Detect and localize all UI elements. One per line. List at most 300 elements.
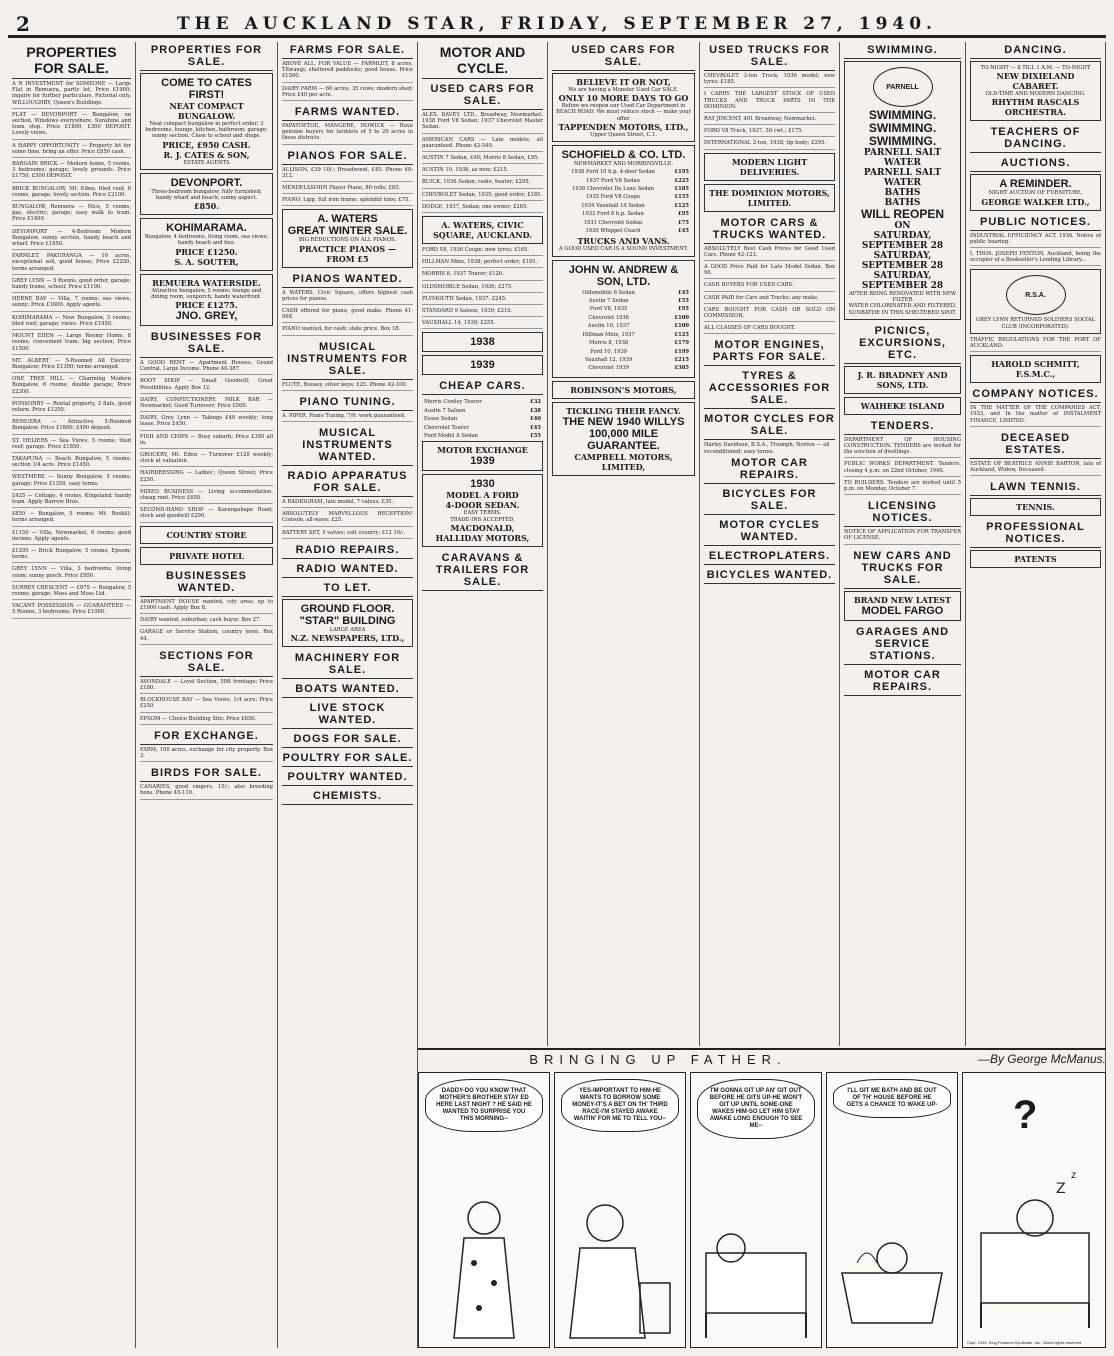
display-body: Attractive bungalow, 5 rooms; lounge and dining room, sunporch; handy waterfront.: [151, 287, 262, 300]
classified-ad: KOHIMARAMA — New Bungalow, 5 rooms; tiled roof; garage; views. Price £1950.: [12, 315, 131, 330]
section-heading: RADIO APPARATUS FOR SALE.: [282, 468, 413, 497]
section-heading: MOTOR ENGINES, PARTS FOR SALE.: [704, 337, 835, 366]
display-line: OLD-TIME AND MODERN DANCING.: [985, 91, 1086, 98]
section-heading: PROPERTIES FOR SALE.: [140, 42, 273, 71]
display-ad-schmitt: [970, 355, 1101, 383]
price-row-car: Ford 10, 1939: [590, 348, 628, 355]
section-heading: PICNICS, EXCURSIONS, ETC.: [844, 323, 961, 364]
section-heading: PROFESSIONAL NOTICES.: [970, 519, 1101, 548]
column-farms-pianos: [278, 42, 418, 1348]
newspaper-title: THE AUCKLAND STAR, FRIDAY, SEPTEMBER 27, 1940.: [177, 14, 937, 34]
column-properties-1: [8, 42, 136, 1348]
price-row: [558, 178, 689, 184]
price-row-car: Chevrolet 1939: [588, 365, 629, 372]
display-ad-kohimarama: [140, 218, 273, 270]
section-heading: LICENSING NOTICES.: [844, 498, 961, 527]
ad-list: [422, 247, 543, 329]
display-ad-patents: [970, 550, 1101, 568]
display-ad-rsa: [970, 269, 1101, 333]
baths-line: BATHS: [884, 188, 921, 198]
price-row: [558, 290, 689, 296]
display-body: Three-bedroom bungalow, fully furnished; handy wharf and beach; sunny aspect.: [151, 188, 262, 202]
display-ad-devonport: [140, 173, 273, 215]
column-used-cars: [548, 42, 700, 1046]
classified-ad: ALLISON, £39 10/-; Broadwood, £45. Phone 40-312.: [282, 167, 413, 182]
section-heading: MUSICAL INSTRUMENTS WANTED.: [282, 425, 413, 466]
section-heading: TEACHERS OF DANCING.: [970, 124, 1101, 153]
section-heading: MOTOR AND CYCLE.: [422, 42, 543, 79]
classified-ad: BUNGALOW, Remuera — Nice, 5 rooms, gas, electric; garage; easy walk to tram. Price £1400.: [12, 204, 131, 226]
display-ad-dominion-motors: [704, 184, 835, 212]
price-row-price: £185: [674, 186, 689, 193]
classified-ad: FARM, 100 acres, exchange for city property. Box 3.: [140, 747, 273, 762]
classified-ad: CASH BUYERS FOR USED CARS.: [704, 282, 835, 291]
display-ad-waters: [282, 209, 413, 267]
classified-ad: PUBLIC WORKS DEPARTMENT. Tenders, closing 4 p.m. on 22nd October, 1940.: [844, 461, 961, 476]
ad-list: [140, 360, 273, 523]
speech-bubble: I'LL GIT ME BATH AND BE OUT OF TH' HOUSE BEFORE HE GETS A CHANCE TO WAKE UP-: [833, 1079, 951, 1118]
display-agent: R. J. CATES & SON,: [163, 149, 250, 160]
ad-list: [282, 167, 413, 207]
section-heading: BICYCLES WANTED.: [704, 567, 835, 584]
display-ad-1938: [422, 332, 543, 352]
display-year: 1938: [470, 336, 495, 349]
section-heading: POULTRY WANTED.: [282, 769, 413, 786]
display-body: TRADE-INS ACCEPTED.: [450, 516, 515, 523]
swimming-line: SWIMMING.: [868, 121, 937, 135]
classified-ad: BARGAIN BRICK — Modern home, 5 rooms, 3 bedrooms; garage; lovely grounds. Price £1750, £500 DEPOSIT.: [12, 161, 131, 183]
classified-ad: MENDELSSOHN Player Piano, 80 rolls; £85.: [282, 185, 413, 194]
parnell-line: PARNELL SALT WATER: [863, 148, 942, 168]
display-headline: PATENTS: [1014, 554, 1057, 565]
display-subhead: 4-DOOR SEDAN.: [445, 500, 520, 511]
classified-ad: FLUTE, Boosey, silver keys; £25. Phone 42-100.: [282, 382, 413, 391]
classified-ad: DEPARTMENT OF HOUSING CONSTRUCTION. TENDERS are invited for the erection of dwellings.: [844, 437, 961, 459]
display-body: EASY TERMS.: [463, 510, 502, 517]
figure-sleeper-icon: [971, 1163, 1099, 1333]
price-row-price: £385: [674, 365, 689, 372]
classified-ad: SECOND-HAND SHOP — Karangahape Road; stock and goodwill £200.: [140, 507, 273, 522]
parnell-logo: PARNELL: [873, 67, 933, 107]
price-row: [558, 365, 689, 371]
comic-panel-1: [418, 1072, 550, 1348]
display-year: 1930: [470, 478, 495, 491]
display-headline: ROBINSON'S MOTORS,: [570, 384, 677, 395]
section-heading: CHEMISTS.: [282, 788, 413, 805]
baths-line: BATHS: [884, 198, 921, 208]
display-headline: MODERN LIGHT DELIVERIES.: [731, 156, 808, 177]
section-heading: CHEAP CARS.: [422, 378, 543, 395]
price-table: [556, 288, 691, 374]
display-ad-willys: [552, 402, 695, 476]
section-heading: FOR EXCHANGE.: [140, 728, 273, 745]
display-headline: WAIHEKE ISLAND: [860, 400, 945, 411]
display-body: GREY LYNN RETURNED SOLDIERS SOCIAL CLUB (INCORPORATED).: [975, 317, 1096, 330]
classified-ad: INDUSTRIAL EFFICIENCY ACT, 1936. Notice of public hearing.: [970, 233, 1101, 248]
ad-list: [844, 437, 961, 495]
price-table: [422, 397, 543, 441]
classified-ad: IN THE MATTER OF THE COMPANIES ACT, 1933, and In the matter of INSTALMENT FINANCE, LIMITED.: [970, 405, 1101, 427]
classified-ad: CARS BOUGHT FOR CASH OR SOLD ON COMMISSION.: [704, 307, 835, 322]
price-row-price: £100: [674, 314, 689, 321]
classified-ad: AUSTIN 7 Sedan, £40; Morris 8 Sedan, £95.: [422, 155, 543, 164]
section-heading: SWIMMING.: [844, 42, 961, 59]
price-row: [558, 332, 689, 338]
section-heading: MOTOR CAR REPAIRS.: [704, 455, 835, 484]
classified-ad: DAIRY, Grey Lynn — Takings £40 weekly; long lease. Price £450.: [140, 415, 273, 430]
classified-ad: FISH AND CHIPS — Busy suburb; Price £350 all in.: [140, 434, 273, 449]
price-row-car: 1936 Chevrolet De Luxe Sedan: [572, 186, 654, 193]
price-row: [558, 298, 689, 304]
comic-credit: —By George McManus.: [977, 1052, 1106, 1066]
classified-ad: A HAPPY OPPORTUNITY — Property let for some time; bring an offer. Price £850 cash.: [12, 143, 131, 158]
price-row: [558, 315, 689, 321]
section-heading: TYRES & ACCESSORIES FOR SALE.: [704, 368, 835, 409]
price-row: [558, 211, 689, 217]
display-price: PRICE £1250.: [175, 246, 238, 257]
classified-ad: WESTMERE — Sunny Bungalow, 5 rooms; garage; Price £1350, easy terms.: [12, 474, 131, 489]
display-agent: N.Z. NEWSPAPERS, LTD.,: [290, 633, 405, 644]
sunbathe-line: SUNBATHE IN THIS SHELTERED SPOT.: [848, 309, 957, 316]
section-heading: MACHINERY FOR SALE.: [282, 650, 413, 679]
display-headline: BRAND NEW LATEST: [853, 594, 951, 605]
section-heading: MOTOR CARS & TRUCKS WANTED.: [704, 215, 835, 244]
price-row-price: £225: [674, 177, 689, 184]
section-heading: BICYCLES FOR SALE.: [704, 486, 835, 515]
display-headline: KOHIMARAMA.: [166, 222, 247, 235]
price-row-car: 1933 Ford 8 h.p. Sedan: [582, 211, 644, 218]
price-row-price: £125: [674, 331, 689, 338]
classified-ad: ALEX. DAVEY, LTD., Broadway, Newmarket. 1938 Ford V8 Sedan; 1937 Chevrolet Master Sedan.: [422, 112, 543, 134]
price-row-car: Morris Cowley Tourer: [424, 399, 482, 406]
price-row-car: Chevrolet 1936: [588, 314, 629, 321]
price-row-price: £38: [530, 407, 541, 414]
display-ad-waiheke: [844, 397, 961, 415]
display-ad-tappenden: [552, 73, 695, 142]
comic-title: BRINGING UP FATHER.: [529, 1052, 787, 1067]
price-row-car: Vauxhall 12, 1939: [585, 356, 633, 363]
classified-ad: FARMLET, PAKURANGA — 10 acres, exceptional soil, good house; Price £2250, terms arranged.: [12, 253, 131, 275]
price-row: [558, 203, 689, 209]
section-heading: TENDERS.: [844, 418, 961, 435]
display-headline: BELIEVE IT OR NOT,: [576, 77, 671, 87]
display-price: £850.: [193, 201, 220, 212]
display-ad-country-store: [140, 526, 273, 544]
price-row: [558, 194, 689, 200]
ad-list: [140, 784, 273, 799]
display-ad-modern-light: [704, 153, 835, 181]
ad-filler: Harley Davidson, B.S.A., Triumph, Norton — all reconditioned; easy terms.: [704, 442, 830, 455]
display-headline: NEW DIXIELAND CABARET.: [996, 71, 1075, 92]
ad-list: [282, 290, 413, 336]
price-row-price: £155: [674, 194, 689, 201]
display-ad-robinsons: [552, 381, 695, 399]
classified-ad: MT. ALBERT — 5-Roomed All Electric Bungalow; Price £1300; terms arranged.: [12, 358, 131, 373]
classified-ad: DAIRY FARM — 60 acres; 35 cows; modern shed; Price £40 per acre.: [282, 86, 413, 101]
classified-ad: A GOOD Price Paid for Late Model Sedan. Box 90.: [704, 264, 835, 279]
comic-panel-2: [554, 1072, 686, 1348]
display-body: A GOOD USED CAR IS A SOUND INVESTMENT.: [559, 246, 688, 253]
section-heading: FARMS FOR SALE.: [282, 42, 413, 59]
chlorinated-line: WATER CHLORINATED AND FILTERED.: [848, 303, 957, 310]
classified-ad: A RADIOGRAM, late model, 7 valves; £35.: [282, 499, 413, 508]
display-headline: DEVONPORT.: [170, 176, 243, 189]
display-agent: JNO. GREY,: [175, 310, 238, 323]
section-heading: LIVE STOCK WANTED.: [282, 700, 413, 729]
price-row-price: £40: [530, 416, 541, 423]
classified-ad: CASH offered for piano, good make. Phone 41-998.: [282, 308, 413, 323]
classified-ad: MORRIS 8, 1937 Tourer; £120.: [422, 271, 543, 280]
display-subhead: ONLY 10 MORE DAYS TO GO: [558, 93, 689, 104]
price-row-car: Chevrolet Tourer: [424, 424, 469, 431]
display-body: Neat compact bungalow in perfect order; 3 bedrooms, lounge, kitchen, bathroom; garage; sunny section. Close to school and shops.: [145, 121, 268, 140]
ad-list: [282, 123, 413, 145]
display-subhead: RHYTHM RASCALS ORCHESTRA.: [991, 97, 1080, 118]
classified-ad: REMUERA — Attractive 5-Roomed Bungalow. Price £1800; £400 deposit.: [12, 419, 131, 434]
classified-ad: PLYMOUTH Sedan, 1937; £245.: [422, 296, 543, 305]
price-row-price: £100: [674, 323, 689, 330]
classified-ad: GREY LYNN — 5 Rooms, good order, garage; handy trams, school; Price £1100.: [12, 278, 131, 293]
display-price: PRICE £1275.: [175, 300, 238, 311]
display-subhead: TRUCKS AND VANS.: [577, 236, 670, 247]
classified-ad: PIANO, Lipp, full iron frame; splendid tone; £75.: [282, 197, 413, 206]
display-ad-walker: [970, 174, 1101, 210]
ad-list: [282, 382, 413, 391]
section-heading: SECTIONS FOR SALE.: [140, 648, 273, 677]
classified-ad: A. PIPER, Piano Tuning, 7/6; work guaranteed.: [282, 413, 413, 422]
classified-ad: DEVONPORT — 4-Bedroom Modern Bungalow, sunny section, handy beach and wharf. Price £1650.: [12, 229, 131, 251]
display-agent-sub: ESTATE AGENTS: [183, 159, 230, 166]
display-headline: MODEL A FORD: [446, 490, 519, 501]
classified-ad: ESTATE OF BEATRICE ANNIE BARTON, late of Auckland, Widow, Deceased.: [970, 461, 1101, 476]
classified-ad: EPSOM — Choice Building Site; Price £650.: [140, 716, 273, 725]
classified-ad: AUSTIN 10, 1938, as new; £215.: [422, 167, 543, 176]
classified-ad: VACANT POSSESSION — GUARANTEED — 5 Rooms, 3 bedrooms; Price £1000.: [12, 603, 131, 618]
classified-ad: I CARRY THE LARGEST STOCK OF USED TRUCKS AND TRUCK PARTS IN THE DOMINION.: [704, 91, 835, 113]
price-row-price: £95: [678, 211, 689, 218]
classified-ad: CHEVROLET 3-ton Truck, 1936 model; new tyres; £185.: [704, 73, 835, 88]
display-headline: GROUND FLOOR.: [300, 602, 395, 615]
display-headline: REMUERA WATERSIDE.: [152, 277, 261, 288]
display-subhead: "STAR" BUILDING: [299, 614, 396, 627]
display-price: PRICE, £950 CASH.: [162, 139, 251, 150]
display-ad-model-a: [422, 474, 543, 546]
page-number: 2: [16, 12, 30, 36]
figure-bed-icon: [701, 1213, 811, 1343]
section-heading: GARAGES AND SERVICE STATIONS.: [844, 624, 961, 665]
comic-panel-4: [826, 1072, 958, 1348]
price-row-car: Ford Model A Sedan: [424, 433, 478, 440]
price-row-car: Oldsmobile 6 Sedan: [582, 289, 635, 296]
traffic-notice: TRAFFIC REGULATIONS FOR THE PORT OF AUCKLAND.: [970, 337, 1101, 352]
classified-ad: CANARIES, good singers, 15/-; also breeding hens. Phone 45-110.: [140, 784, 273, 799]
classified-ad: GROCERY, Mt. Eden — Turnover £120 weekly; stock at valuation.: [140, 452, 273, 467]
price-row-price: £45: [678, 228, 689, 235]
comic-strip: [418, 1048, 1106, 1348]
speech-bubble: YES-IMPORTANT TO HIM-HE WANTS TO BORROW SOME MONEY-IT'S A BET ON TH' THIRD RACE-I'M STAYED AWAKE WAITIN' FOR ME TO TELL YOU--: [561, 1079, 679, 1132]
display-subhead: NEAT COMPACT BUNGALOW.: [169, 101, 244, 121]
display-agent: TAPPENDEN MOTORS, LTD.,: [558, 121, 689, 132]
display-ad-tennis: [970, 498, 1101, 516]
price-row: [558, 169, 689, 175]
price-row: [558, 323, 689, 329]
section-heading: DECEASED ESTATES.: [970, 430, 1101, 459]
section-heading: BUSINESSES WANTED.: [140, 568, 273, 597]
display-ad-private-hotel: [140, 547, 273, 565]
price-table: [556, 167, 691, 236]
classified-ad: CHEVROLET Sedan, 1935; good order; £185.: [422, 192, 543, 201]
classified-ad: I, THOS. JOSEPH FENTON, Auckland, being the occupier of a Bookseller's Lending Library...: [970, 251, 1101, 266]
display-ad-cates: [140, 73, 273, 170]
section-heading: USED TRUCKS FOR SALE.: [704, 42, 835, 71]
section-heading: PUBLIC NOTICES.: [970, 214, 1101, 231]
section-heading: DOGS FOR SALE.: [282, 731, 413, 748]
comic-panel-5: [962, 1072, 1106, 1348]
display-headline: A. WATERS, CIVIC SQUARE, AUCKLAND.: [432, 220, 533, 241]
classified-ad: SURREY CRESCENT — £975 — Bungalow, 5 rooms; garage; Moss and Moss Ltd.: [12, 585, 131, 600]
section-subheading: USED CARS FOR SALE.: [422, 81, 543, 110]
parnell-line: PARNELL SALT WATER: [863, 168, 942, 188]
ad-list: [970, 233, 1101, 267]
display-ad-1939: [422, 355, 543, 375]
comic-copyright: Copr. 1940, King Features Syndicate, Inc., World rights reserved.: [967, 1340, 1083, 1345]
section-heading: PROPERTIES FOR SALE.: [12, 42, 131, 79]
section-heading: CARAVANS & TRAILERS FOR SALE.: [422, 550, 543, 591]
classified-ad: APARTMENT HOUSE wanted, city area; up to £1000 cash. Apply Box 8.: [140, 599, 273, 614]
masthead: [8, 8, 1106, 38]
classified-ad: FLAT — DEVONPORT — Bungalow, on section, Windows everywhere. Sunshine and tram stop. Price £1800, £300 DEPOSIT. Lovely views.: [12, 112, 131, 140]
classified-ad: HAIRDRESSING — Ladies'; Queen Street; Price £250.: [140, 470, 273, 485]
price-row: [424, 425, 541, 431]
display-headline: A. WATERS: [317, 213, 378, 226]
display-headline: TENNIS.: [1016, 502, 1055, 513]
classified-ad: BATTERY SET, 5 valves; suit country; £12 10/-.: [282, 530, 413, 539]
display-headline: PRIVATE HOTEL: [169, 550, 244, 561]
section-heading: MOTOR CYCLES FOR SALE.: [704, 411, 835, 440]
price-row-car: Ford V8, 1935: [589, 306, 628, 313]
section-heading: RADIO WANTED.: [282, 561, 413, 578]
date-line: SATURDAY, SEPTEMBER 28: [861, 251, 944, 271]
display-ad-waters-civic: [422, 216, 543, 244]
display-headline: TICKLING THEIR FANCY.: [566, 405, 681, 416]
display-headline: HAROLD SCHMITT, F.S.M.C.,: [991, 359, 1080, 380]
section-heading: POULTRY FOR SALE.: [282, 750, 413, 767]
display-body: LARGE AREA: [329, 626, 366, 633]
display-ad-motor-exchange: [422, 441, 543, 471]
display-subhead: GREAT WINTER SALE.: [287, 225, 408, 238]
price-row: [558, 357, 689, 363]
ad-list: [282, 61, 413, 101]
ad-list: [140, 679, 273, 725]
section-heading: MOTOR CYCLES WANTED.: [704, 517, 835, 546]
comic-panel-3: [690, 1072, 822, 1348]
ad-list: [844, 529, 961, 544]
price-row: [558, 186, 689, 192]
classified-ad: ABOVE ALL, FOR VALUE — FARMLET, 8 acres, Titirangi; sheltered paddocks; good house. Price £1500.: [282, 61, 413, 83]
price-row: [424, 399, 541, 405]
on-line: ON: [894, 221, 911, 231]
display-ad-cabaret: [970, 61, 1101, 121]
display-year: 1939: [470, 455, 495, 468]
classified-ad: GARAGE or Service Station, country town. Box 44.: [140, 629, 273, 644]
ad-list: [970, 461, 1101, 476]
figure-girl-icon: [439, 1193, 529, 1343]
classified-ad: A WATERS, Civic Square, offers highest cash prices for pianos.: [282, 290, 413, 305]
price-row: [424, 416, 541, 422]
swimming-line: SWIMMING.: [868, 108, 937, 122]
ad-list: [140, 599, 273, 645]
section-heading: ELECTROPLATERS.: [704, 548, 835, 565]
price-row-price: £215: [674, 356, 689, 363]
ad-list: [704, 73, 835, 150]
classified-ad: BLOCKHOUSE BAY — Sea Views, 1/4 acre; Price £250.: [140, 697, 273, 712]
price-row-price: £75: [678, 219, 689, 226]
section-heading: AUCTIONS.: [970, 155, 1101, 172]
classified-ad: TO BUILDERS. Tenders are invited until 5 p.m. on Monday, October 7.: [844, 480, 961, 495]
price-row-car: 1930 Whippet Coach: [585, 228, 641, 235]
classified-ad: £850 — Bungalow, 5 rooms; Mt. Roskill; terms arranged.: [12, 511, 131, 526]
figure-jiggs-icon: [565, 1193, 675, 1343]
price-row-car: 1934 Vauxhall 14 Sedan: [581, 202, 645, 209]
display-ad-fargo: [844, 591, 961, 621]
svg-text:Z: Z: [1056, 1181, 1066, 1197]
display-agent-sub: Upper Queen Street, C.1.: [590, 131, 657, 138]
reopen-line: WILL REOPEN: [860, 207, 945, 221]
classified-ad: MIXED BUSINESS — Living accommodation, cheap rent. Price £650.: [140, 489, 273, 504]
price-row: [424, 433, 541, 439]
price-row: [558, 220, 689, 226]
classified-ad: AMERICAN CARS — Late models; all guaranteed. Phone 42-540.: [422, 137, 543, 152]
section-heading: FARMS WANTED.: [282, 104, 413, 121]
display-agent: S. A. SOUTER,: [174, 256, 239, 267]
display-ad-bradney: [844, 366, 961, 394]
price-row-car: Morris 8, 1938: [589, 340, 629, 347]
price-row-car: Hillman Minx, 1937: [582, 331, 635, 338]
classified-ad: VAUXHALL 14, 1938; £255.: [422, 320, 543, 329]
classified-ad: GREY LYNN — Villa, 3 bedrooms; living room; sunny porch. Price £950.: [12, 566, 131, 581]
display-subhead: THE NEW 1940 WILLYS: [562, 415, 685, 428]
classified-ad: RAY JINCENT, 401 Broadway, Newmarket.: [704, 116, 835, 125]
column-motor-cycle: [418, 42, 548, 1046]
section-heading: USED CARS FOR SALE.: [552, 42, 695, 71]
price-row-price: £199: [674, 348, 689, 355]
speech-bubble: I'M GONNA GIT UP AN' GIT OUT BEFORE HE GITS UP-HE WON'T GIT UP UNTIL SOME-ONE WAKES HIM-SO LET HIM STAY AWAKE LONG ENOUGH TO SEE ME--: [697, 1079, 815, 1139]
classified-ad: HILLMAN Minx, 1938; perfect order; £195.: [422, 259, 543, 268]
display-headline: J. R. BRADNEY AND SONS, LTD.: [857, 369, 948, 390]
classified-ad: AVONDALE — Level Section, 50ft frontage; Price £180.: [140, 679, 273, 694]
price-row-car: 1931 Chevrolet Sedan: [583, 219, 643, 226]
price-row-car: Essex Sedan: [424, 416, 458, 423]
renovated-line: AFTER BEING RENOVATED WITH NEW FILTER: [848, 291, 957, 304]
classified-ad: PONSONBY — Rental property, 2 flats, good return. Price £1250.: [12, 401, 131, 416]
classified-ad: BOOT SHOP — Small Goodwill; Great Possibilities. Apply Box 12.: [140, 378, 273, 393]
classified-ad: DAIRY wanted, suburban; cash buyer. Box 27.: [140, 617, 273, 626]
classified-ad: DAIRY, CONFECTIONERY, MILK BAR — Newmarket; Good Turnover; Price £500.: [140, 397, 273, 412]
price-row-car: 1937 Ford V8 Sedan: [586, 177, 640, 184]
display-agent: CAMPBELL MOTORS, LIMITED,: [574, 451, 673, 472]
rsa-logo: R.S.A.: [1006, 275, 1066, 315]
section-heading: RADIO REPAIRS.: [282, 542, 413, 559]
display-headline: A REMINDER.: [999, 178, 1072, 191]
section-heading: DANCING.: [970, 42, 1101, 59]
price-row-price: £45: [678, 289, 689, 296]
ad-list: [140, 747, 273, 762]
section-heading: NEW CARS AND TRUCKS FOR SALE.: [844, 548, 961, 589]
display-body: Bungalow, 4 bedrooms, living room, sea views; handy beach and bus.: [144, 234, 269, 247]
display-headline: COUNTRY STORE: [166, 529, 247, 540]
price-row-price: £95: [678, 306, 689, 313]
price-row-price: £195: [674, 169, 689, 176]
